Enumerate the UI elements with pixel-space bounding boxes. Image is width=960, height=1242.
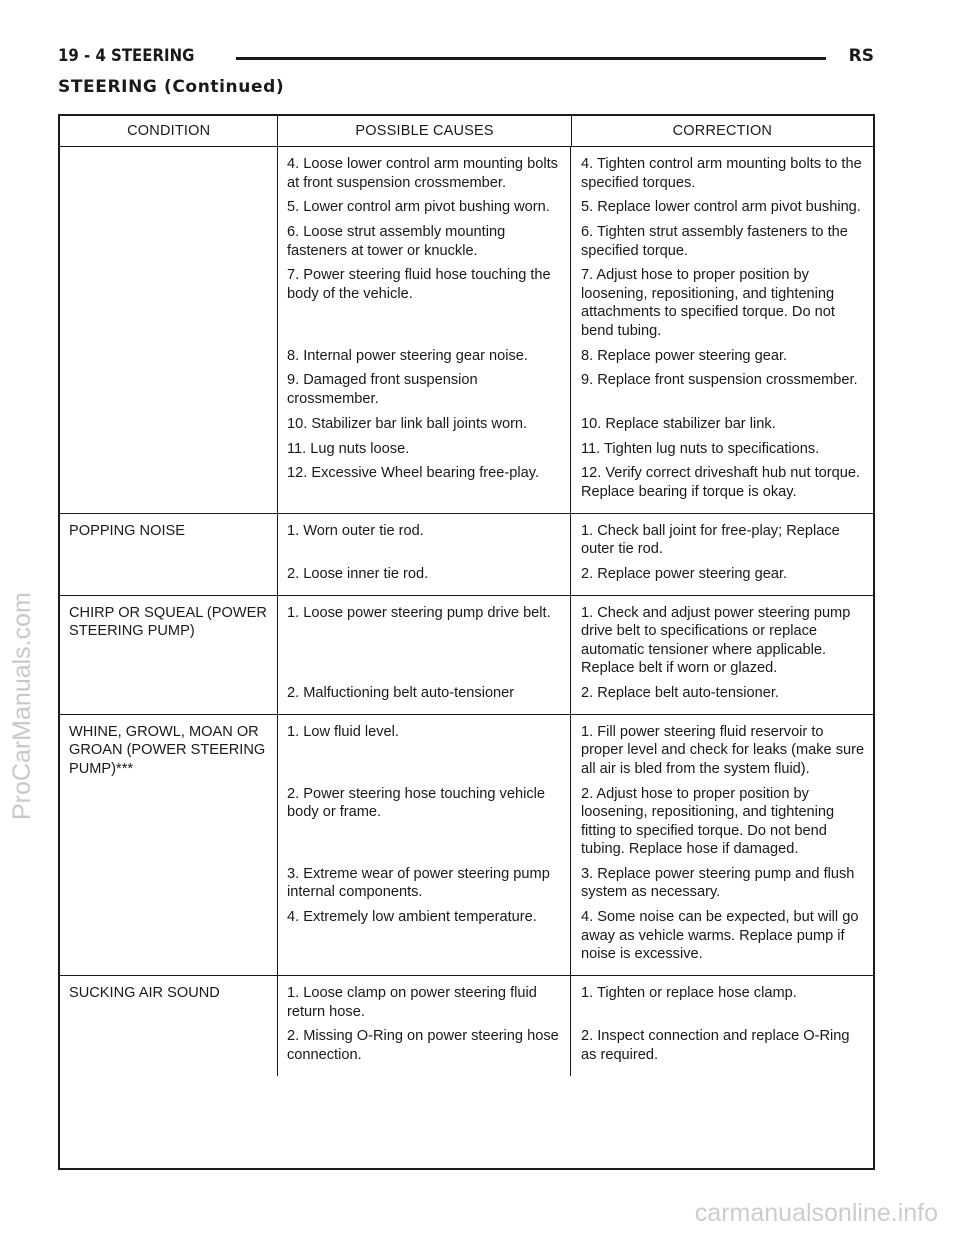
diagnosis-table (58, 114, 875, 1170)
table-row (278, 865, 873, 902)
cause-cell: 7. Power steering fluid hose touching the body of the vehicle. (287, 267, 551, 302)
table-body (60, 147, 873, 1076)
cause-cell: 2. Malfuctioning belt auto-tensioner (287, 685, 515, 702)
cause-cell: 12. Excessive Wheel bearing free-play. (287, 465, 539, 482)
cause-rows (278, 976, 873, 1076)
table-row (278, 984, 873, 1021)
condition-group (60, 147, 873, 514)
correction-cell: 3. Replace power steering pump and flush system as necessary. (581, 865, 855, 901)
cause-cell: 6. Loose strut assembly mounting fasteners at tower or knuckle. (287, 224, 506, 259)
cause-cell: 4. Extremely low ambient temperature. (287, 909, 537, 926)
correction-cell: 7. Adjust hose to proper position by loosening, repositioning, and tightening attachments to specified torque. Do not bend tubing. (581, 267, 835, 339)
condition-cell: WHINE, GROWL, MOAN OR GROAN (POWER STEERING PUMP)*** (60, 715, 278, 975)
cause-cell: 11. Lug nuts loose. (287, 440, 410, 457)
cause-cell: 2. Loose inner tie rod. (287, 565, 429, 582)
column-header-condition: CONDITION (60, 116, 278, 146)
page-label: 19 - 4 STEERING (58, 46, 195, 66)
correction-cell: 4. Some noise can be expected, but will go away as vehicle warms. Replace pump if noise is excessive. (581, 909, 859, 963)
table-row (278, 415, 873, 434)
table-row (278, 522, 873, 559)
condition-cell: SUCKING AIR SOUND (60, 976, 278, 1076)
cause-cell: 1. Low fluid level. (287, 723, 399, 740)
cause-cell: 1. Worn outer tie rod. (287, 522, 424, 539)
table-row (278, 440, 873, 459)
correction-cell: 2. Replace belt auto-tensioner. (581, 685, 779, 702)
correction-cell: 1. Check ball joint for free-play; Replace outer tie rod. (581, 522, 840, 558)
condition-group (60, 596, 873, 715)
condition-group (60, 976, 873, 1076)
correction-cell: 5. Replace lower control arm pivot bushing. (581, 199, 861, 216)
cause-cell: 4. Loose lower control arm mounting bolts at front suspension crossmember. (287, 156, 558, 191)
page-header (58, 44, 876, 72)
correction-cell: 6. Tighten strut assembly fasteners to the specified torque. (581, 224, 848, 259)
correction-cell: 9. Replace front suspension crossmember. (581, 372, 858, 389)
section-title: STEERING (Continued) (58, 77, 285, 97)
table-row (278, 266, 873, 340)
table-row (278, 464, 873, 501)
condition-cell (60, 147, 278, 513)
correction-cell: 11. Tighten lug nuts to specifications. (581, 440, 820, 457)
table-row (278, 223, 873, 260)
cause-cell: 2. Power steering hose touching vehicle body or frame. (287, 785, 545, 821)
table-row (278, 723, 873, 779)
cause-rows (278, 596, 873, 714)
condition-cell: CHIRP OR SQUEAL (POWER STEERING PUMP) (60, 596, 278, 714)
cause-rows (278, 514, 873, 595)
table-row (278, 604, 873, 678)
cause-rows (278, 147, 873, 513)
correction-cell: 1. Tighten or replace hose clamp. (581, 985, 797, 1002)
column-header-causes: POSSIBLE CAUSES (278, 116, 571, 146)
bottom-watermark: carmanualsonline.info (694, 1199, 938, 1227)
cause-cell: 3. Extreme wear of power steering pump internal components. (287, 865, 550, 901)
side-watermark: ProCarManuals.com (8, 592, 36, 820)
cause-cell: 5. Lower control arm pivot bushing worn. (287, 199, 550, 216)
cause-cell: 2. Missing O-Ring on power steering hose connection. (287, 1028, 559, 1063)
column-header-correction: CORRECTION (672, 123, 773, 139)
table-row (278, 684, 873, 703)
table-row (278, 371, 873, 408)
table-row (278, 1027, 873, 1064)
condition-group (60, 715, 873, 976)
table-row (278, 908, 873, 964)
correction-cell: 1. Check and adjust power steering pump drive belt to specifications or replace automatic tensioner where applicable. Replace belt if worn or glazed. (581, 604, 851, 677)
table-row (278, 198, 873, 217)
table-row (278, 155, 873, 192)
cause-cell: 8. Internal power steering gear noise. (287, 347, 528, 364)
correction-cell: 10. Replace stabilizer bar link. (581, 415, 776, 432)
cause-cell: 1. Loose clamp on power steering fluid return hose. (287, 985, 537, 1020)
condition-group (60, 514, 873, 596)
cause-cell: 10. Stabilizer bar link ball joints worn. (287, 415, 528, 432)
correction-cell: 12. Verify correct driveshaft hub nut torque. Replace bearing if torque is okay. (581, 465, 861, 500)
correction-cell: 4. Tighten control arm mounting bolts to the specified torques. (581, 156, 862, 191)
correction-cell: 2. Inspect connection and replace O-Ring as required. (581, 1028, 850, 1063)
correction-cell: 2. Adjust hose to proper position by loosening, repositioning, and tightening fitting to specified torque. Do not bend tubing. Replace hose if damaged. (581, 785, 835, 858)
table-row (278, 347, 873, 366)
table-row (278, 565, 873, 584)
condition-cell: POPPING NOISE (60, 514, 278, 595)
correction-cell: 8. Replace power steering gear. (581, 347, 788, 364)
correction-cell: 2. Replace power steering gear. (581, 565, 788, 582)
cause-cell: 1. Loose power steering pump drive belt. (287, 604, 551, 621)
correction-cell: 1. Fill power steering fluid reservoir to proper level and check for leaks (make sure all air is bled from the system fluid). (581, 723, 865, 777)
model-code: RS (848, 46, 874, 66)
table-header (60, 116, 873, 147)
cause-cell: 9. Damaged front suspension crossmember. (287, 372, 478, 407)
header-rule (236, 57, 826, 60)
table-row (278, 785, 873, 859)
cause-rows (278, 715, 873, 975)
